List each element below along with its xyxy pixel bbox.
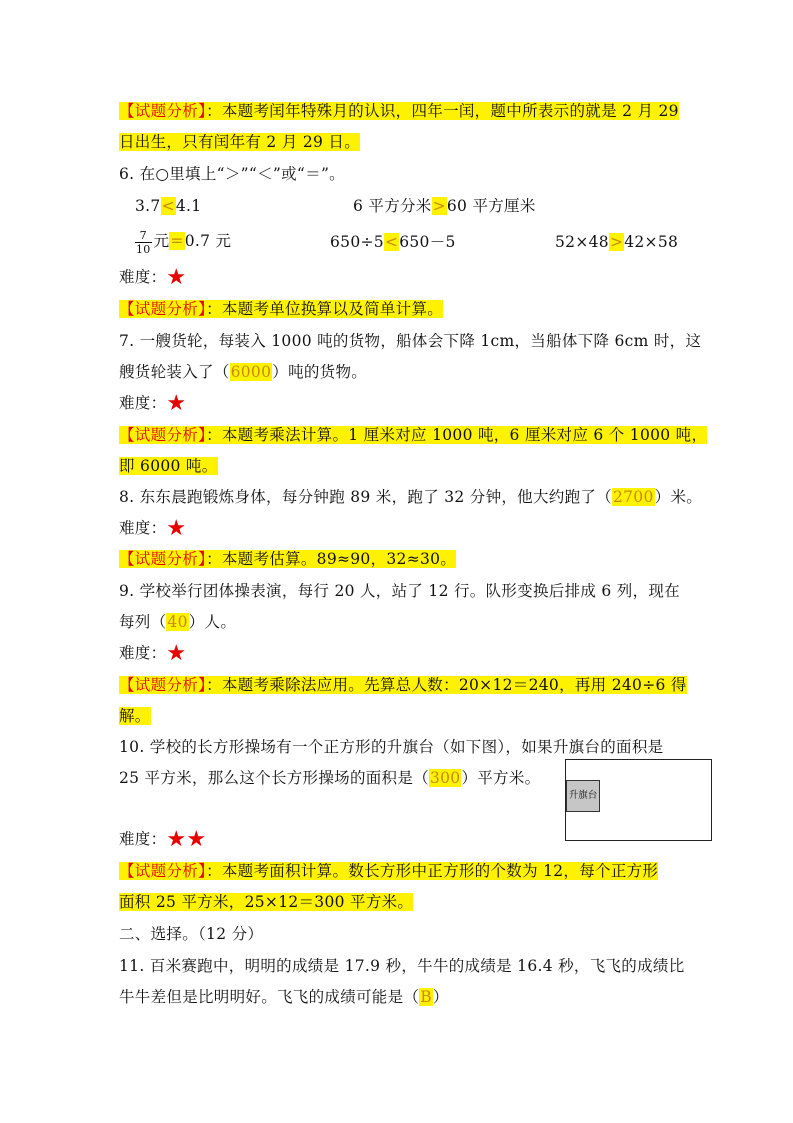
analysis-text: ：本题考乘除法应用。先算总人数：20×12＝240，再用 240÷6 得 xyxy=(206,676,687,694)
analysis-text: ：本题考乘法计算。1 厘米对应 1000 吨，6 厘米对应 6 个 1000 吨， xyxy=(206,426,708,444)
analysis-text: ：本题考面积计算。数长方形中正方形的个数为 12，每个正方形 xyxy=(206,862,659,880)
q10-analysis-line2 xyxy=(119,890,413,914)
q7-answer: 6000 xyxy=(230,363,272,381)
star-icon: ★★ xyxy=(166,827,207,852)
q6-stem: 6. 在○里填上“＞”“＜”或“＝”。 xyxy=(119,165,345,183)
q6-answer-4: < xyxy=(384,233,399,251)
q7-analysis-line1 xyxy=(119,423,707,447)
q5-analysis-line1 xyxy=(119,99,679,123)
q11-line1: 11. 百米赛跑中，明明的成绩是 17.9 秒，牛牛的成绩是 16.4 秒，飞飞的成绩比 xyxy=(119,957,685,975)
analysis-text: ：本题考闰年特殊月的认识，四年一闰，题中所表示的就是 2 月 29 xyxy=(206,102,679,120)
q9-difficulty: 难度：★ xyxy=(119,641,187,666)
q10-answer: 300 xyxy=(429,769,461,787)
q8-line: 8. 东东晨跑锻炼身体，每分钟跑 89 米，跑了 32 分钟，他大约跑了（2700）米。 xyxy=(119,488,703,506)
q6-analysis xyxy=(119,297,443,321)
star-icon: ★ xyxy=(166,265,187,290)
q6-answer-2: > xyxy=(432,197,446,215)
playground-diagram xyxy=(565,759,712,841)
q9-answer: 40 xyxy=(167,613,188,631)
analysis-label: 【试题分析】 xyxy=(119,676,207,694)
q10-line2: 25 平方米，那么这个长方形操场的面积是（300）平方米。 xyxy=(119,769,541,787)
q6-answer-3: = xyxy=(170,232,184,250)
analysis-text: 解。 xyxy=(119,707,151,725)
q6-row1-item1: 3.7<4.1 xyxy=(135,197,202,215)
q10-line1: 10. 学校的长方形操场有一个正方形的升旗台（如下图），如果升旗台的面积是 xyxy=(119,738,664,756)
analysis-label: 【试题分析】 xyxy=(119,102,207,120)
q6-answer-5: > xyxy=(609,233,624,251)
q11-answer: B xyxy=(420,988,432,1006)
analysis-label: 【试题分析】 xyxy=(119,300,207,318)
analysis-label: 【试题分析】 xyxy=(119,426,207,444)
q7-analysis-line2 xyxy=(119,454,218,478)
q10-difficulty: 难度：★★ xyxy=(119,827,207,852)
q6-row2-item2: 650÷5<650－5 xyxy=(330,233,456,251)
q6-row2-item1: $\frac{7}{10}$ 元=0.7 元 xyxy=(136,228,232,256)
analysis-text: ：本题考估算。89≈90，32≈30。 xyxy=(206,550,457,568)
analysis-label: 【试题分析】 xyxy=(119,862,207,880)
q9-analysis-line1 xyxy=(119,673,687,697)
fraction: $\frac{7}{10}$ xyxy=(136,228,151,256)
q9-line1: 9. 学校举行团体操表演，每行 20 人，站了 12 行。队形变换后排成 6 列，现在 xyxy=(119,582,680,600)
flag-platform-square: 升旗台 xyxy=(566,780,600,812)
analysis-text: 面积 25 平方米，25×12＝300 平方米。 xyxy=(119,893,414,911)
q11-line2: 牛牛差但是比明明好。飞飞的成绩可能是（B） xyxy=(119,988,449,1006)
q8-analysis xyxy=(119,547,456,571)
analysis-text: ：本题考单位换算以及简单计算。 xyxy=(206,300,444,318)
q7-line2: 艘货轮装入了（6000）吨的货物。 xyxy=(119,363,368,381)
q6-row2-item3: 52×48>42×58 xyxy=(555,233,679,251)
q7-difficulty: 难度：★ xyxy=(119,391,187,416)
star-icon: ★ xyxy=(166,391,187,416)
q6-row1-item2: 6 平方分米>60 平方厘米 xyxy=(353,197,536,215)
q6-difficulty: 难度：★ xyxy=(119,265,187,290)
analysis-text: 即 6000 吨。 xyxy=(119,457,218,475)
section-heading: 二、选择。（12 分） xyxy=(119,925,264,943)
analysis-label: 【试题分析】 xyxy=(119,550,207,568)
q7-line1: 7. 一艘货轮，每装入 1000 吨的货物，船体会下降 1cm，当船体下降 6cm 时，这 xyxy=(119,332,702,350)
q9-analysis-line2 xyxy=(119,704,151,728)
q6-answer-1: < xyxy=(161,197,175,215)
q9-line2: 每列（40）人。 xyxy=(119,613,237,631)
q5-analysis-line2 xyxy=(119,130,360,154)
star-icon: ★ xyxy=(166,641,187,666)
q8-difficulty: 难度：★ xyxy=(119,516,187,541)
star-icon: ★ xyxy=(166,516,187,541)
q8-answer: 2700 xyxy=(612,488,654,506)
analysis-text: 日出生，只有闰年有 2 月 29 日。 xyxy=(119,133,360,151)
q10-analysis-line1 xyxy=(119,859,658,883)
